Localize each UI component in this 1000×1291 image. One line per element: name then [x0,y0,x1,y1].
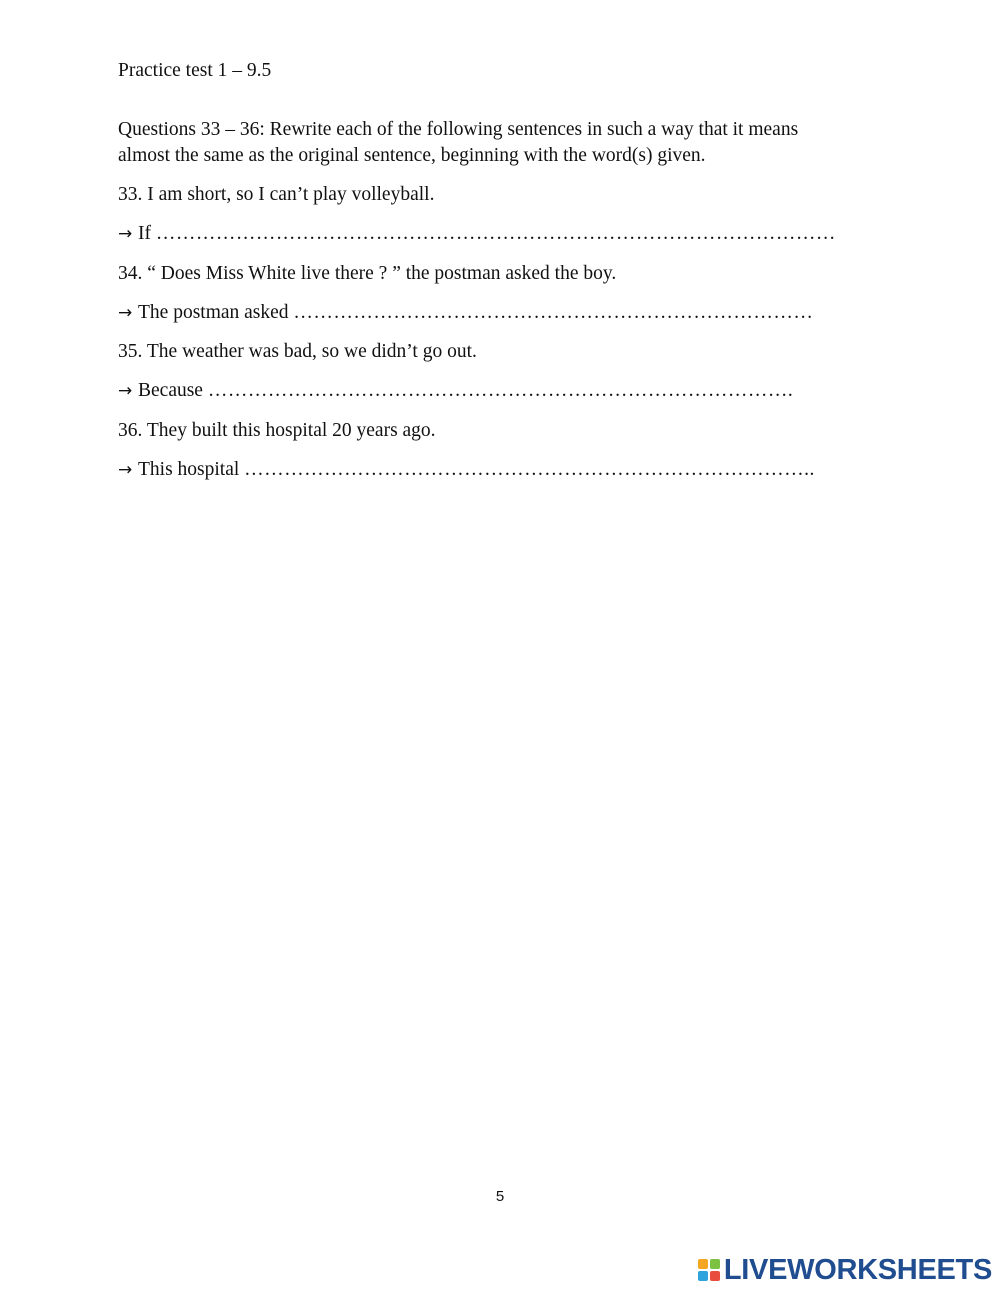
instructions-line-1: Questions 33 – 36: Rewrite each of the following sentences in such a way that it means [118,119,799,140]
answer-prompt-34: The postman asked [138,302,294,323]
answer-blank-34[interactable]: …………………………………………………………………… [293,302,814,323]
page-number: 5 [495,1188,505,1205]
logo-text: LIVEWORKSHEETS [723,1253,992,1286]
answer-row-35 [118,378,861,404]
answer-row-33 [118,221,861,247]
answer-prompt-33: If [138,223,156,244]
arrow-icon: → [118,381,133,401]
answer-row-36 [118,457,861,483]
arrow-icon: → [118,303,133,323]
instructions-line-2: almost the same as the original sentence, beginning with the word(s) given. [118,145,706,166]
answer-blank-35[interactable]: ……………………………………………………………………………. [207,380,794,401]
logo-mark-icon [698,1259,720,1281]
answer-blank-36[interactable]: ………………………………………………………………………….. [244,459,815,480]
liveworksheets-logo[interactable] [698,1253,992,1287]
arrow-icon: → [118,224,133,244]
question-34: 34. “ Does Miss White live there ? ” the postman asked the boy. [118,263,617,284]
question-35: 35. The weather was bad, so we didn’t go out. [118,341,477,362]
question-33: 33. I am short, so I can’t play volleyball. [118,184,435,205]
answer-row-34 [118,300,861,326]
answer-prompt-35: Because [138,380,208,401]
page-title: Practice test 1 – 9.5 [118,60,272,81]
answer-prompt-36: This hospital [138,459,245,480]
question-36: 36. They built this hospital 20 years ago. [118,420,436,441]
answer-blank-33[interactable]: ………………………………………………………………………………………… [155,223,836,244]
arrow-icon: → [118,460,133,480]
